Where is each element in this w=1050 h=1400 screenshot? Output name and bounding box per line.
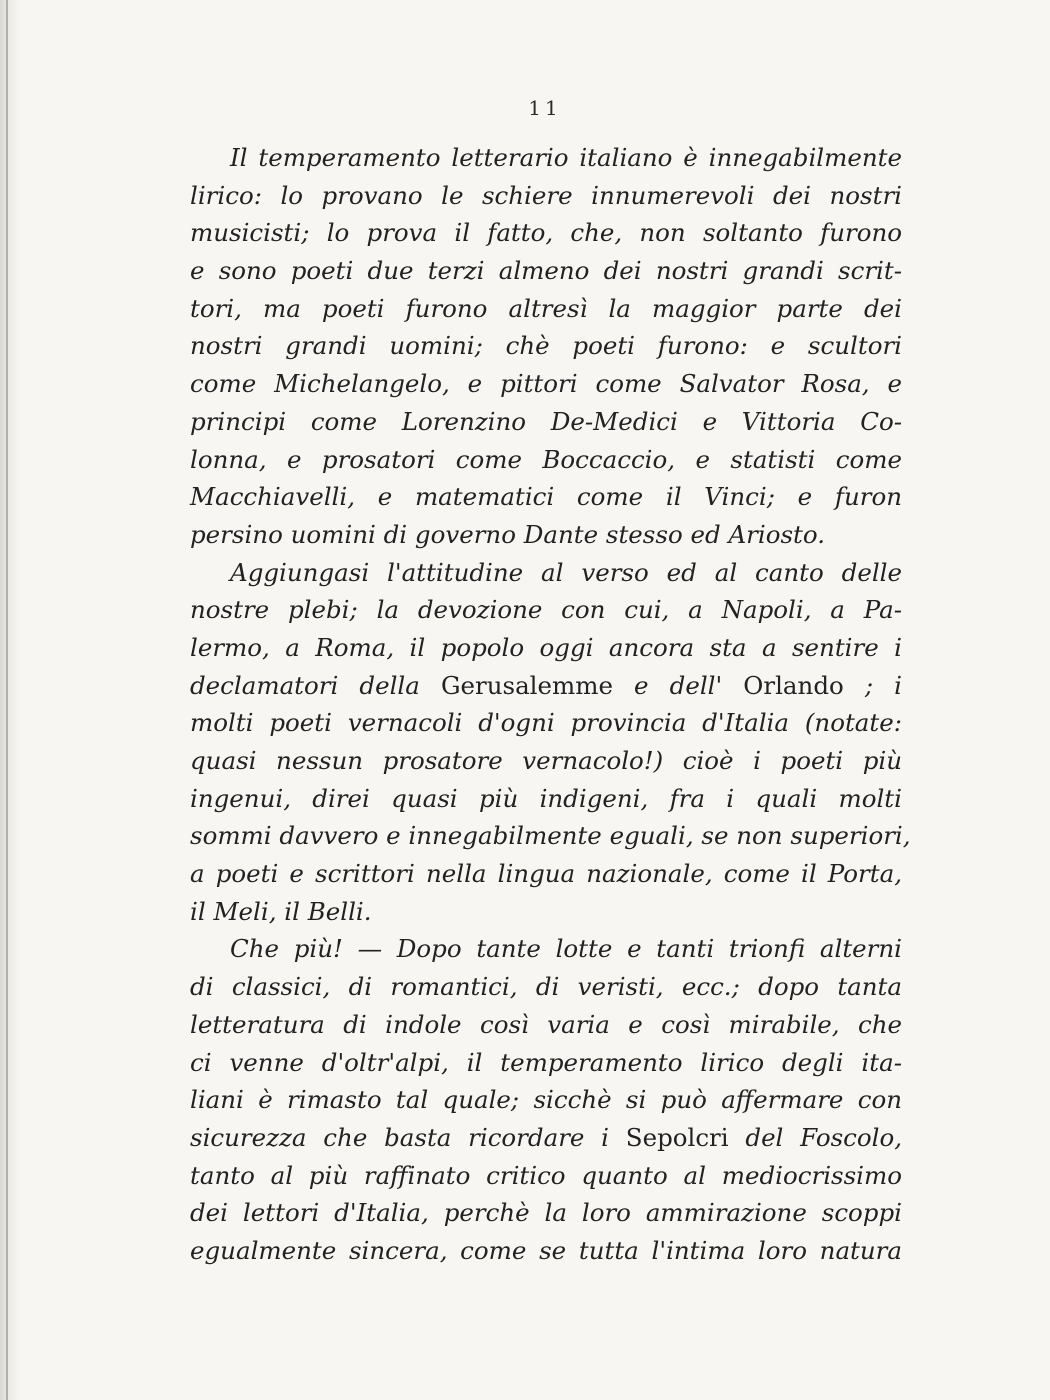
text-line — [190, 704, 902, 742]
text-segment: del Foscolo, — [728, 1122, 902, 1152]
text-segment: a poeti e scrittori nella lingua nazionale, come il Porta, — [190, 859, 902, 889]
text-segment: principi come Lorenzino De-Medici e Vittoria Co- — [190, 406, 902, 436]
text-line — [190, 930, 902, 968]
title-reference: Sepolcri — [625, 1122, 729, 1152]
text-segment: e sono poeti due terzi almeno dei nostri grandi scrit- — [190, 256, 902, 286]
text-segment: tanto al più raffinato critico quanto al mediocrissimo — [190, 1160, 902, 1190]
text-line — [190, 817, 911, 855]
text-line — [190, 1119, 902, 1157]
text-segment: sicurezza che basta ricordare i — [190, 1122, 626, 1152]
text-line — [190, 403, 902, 441]
text-segment: molti poeti vernacoli d'ogni provincia d'Italia (notate: — [190, 708, 902, 738]
text-segment: declamatori della — [190, 670, 441, 700]
text-line — [190, 742, 902, 780]
page-number: 11 — [528, 96, 562, 120]
text-line — [190, 327, 902, 365]
text-line — [190, 252, 902, 290]
text-line — [190, 591, 902, 629]
text-line — [190, 139, 902, 177]
text-line — [190, 1194, 902, 1232]
text-line — [190, 1044, 902, 1082]
text-line — [190, 1081, 902, 1119]
text-segment: lermo, a Roma, il popolo oggi ancora sta a sentire i — [190, 632, 902, 662]
text-segment: nostre plebi; la devozione con cui, a Napoli, a Pa- — [190, 595, 902, 625]
text-segment: persino uomini di governo Dante stesso ed Ariosto. — [190, 519, 825, 549]
title-reference: Orlando — [743, 670, 844, 700]
text-segment: egualmente sincera, come se tutta l'intima loro natura — [190, 1235, 902, 1265]
text-segment: nostri grandi uomini; chè poeti furono: e scultori — [190, 331, 902, 361]
text-line — [190, 1232, 902, 1270]
text-line — [190, 177, 902, 215]
text-segment: e dell' — [612, 670, 744, 700]
text-segment: quasi nessun prosatore vernacolo!) cioè i poeti più — [190, 746, 902, 775]
text-segment: Aggiungasi l'attitudine al verso ed al canto delle — [230, 557, 902, 587]
text-segment: Il temperamento letterario italiano è innegabilmente — [230, 143, 902, 172]
text-line — [190, 554, 902, 592]
text-segment: Macchiavelli, e matematici come il Vinci; e furon — [190, 482, 902, 512]
text-line — [190, 365, 902, 403]
text-segment: ; i — [843, 670, 902, 700]
text-line — [190, 441, 902, 479]
text-segment: come Michelangelo, e pittori come Salvator Rosa, e — [190, 369, 902, 399]
text-segment: liani è rimasto tal quale; sicchè si può affermare con — [190, 1085, 902, 1115]
text-segment: letteratura di indole così varia e così mirabile, che — [190, 1009, 902, 1039]
text-line — [190, 478, 902, 516]
text-line — [190, 629, 902, 667]
text-line — [190, 893, 902, 931]
text-line — [190, 667, 902, 705]
text-line — [190, 855, 902, 893]
text-line — [190, 968, 902, 1006]
text-line — [190, 1006, 902, 1044]
text-segment: tori, ma poeti furono altresì la maggior parte dei — [190, 293, 902, 323]
text-segment: sommi davvero e innegabilmente eguali, se non superiori, — [190, 821, 911, 851]
text-segment: lirico: lo provano le schiere innumerevoli dei nostri — [190, 180, 902, 210]
text-line — [190, 214, 902, 252]
text-line — [190, 1157, 902, 1195]
body-text — [190, 139, 911, 1270]
text-line — [190, 290, 902, 328]
text-segment: di classici, di romantici, di veristi, ecc.; dopo tanta — [190, 972, 902, 1002]
text-segment: musicisti; lo prova il fatto, che, non soltanto furono — [190, 218, 902, 248]
text-line — [190, 780, 902, 818]
text-segment: Che più! — Dopo tante lotte e tanti trionfi alterni — [230, 934, 902, 964]
text-segment: ci venne d'oltr'alpi, il temperamento lirico degli ita- — [190, 1047, 902, 1077]
text-segment: il Meli, il Belli. — [190, 896, 372, 926]
text-segment: lonna, e prosatori come Boccaccio, e statisti come — [190, 444, 902, 474]
text-segment: dei lettori d'Italia, perchè la loro ammirazione scoppi — [190, 1198, 902, 1228]
text-segment: ingenui, direi quasi più indigeni, fra i quali molti — [190, 783, 902, 813]
title-reference: Gerusalemme — [440, 670, 613, 700]
text-line — [190, 516, 902, 554]
